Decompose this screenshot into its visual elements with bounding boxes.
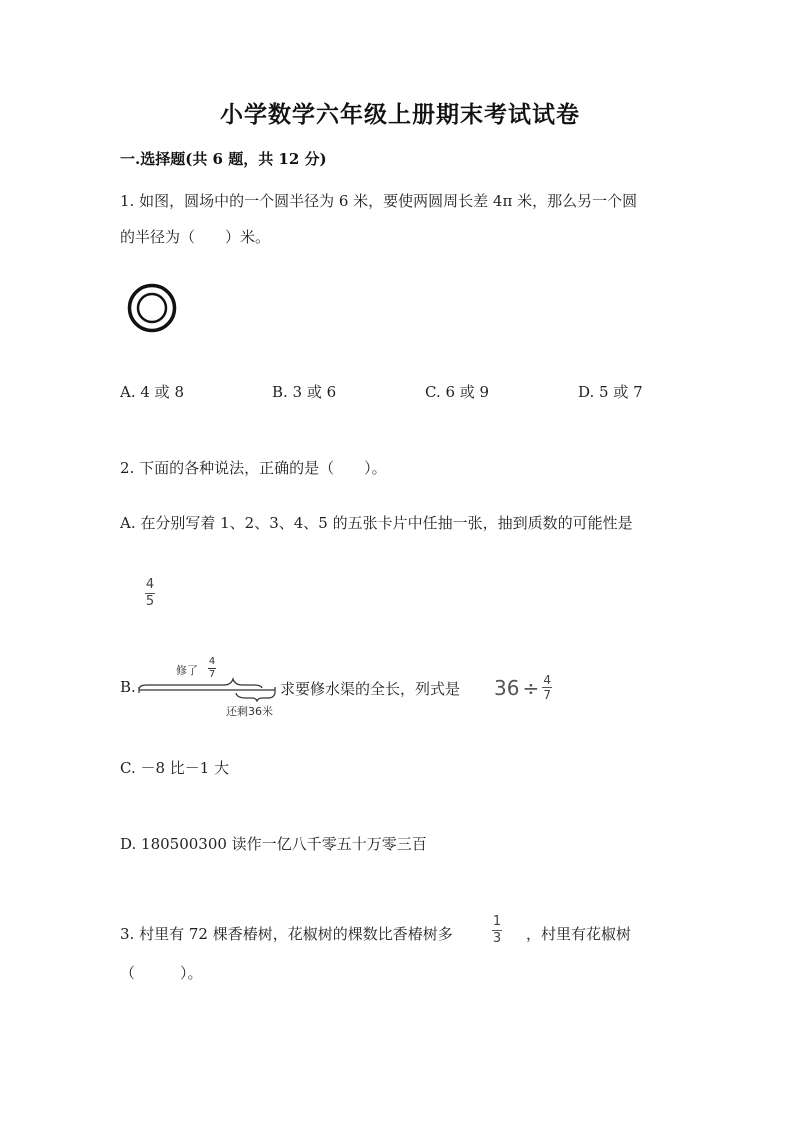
q2-option-b-label: B. <box>120 678 136 696</box>
q1-option-d: D. 5 或 7 <box>578 383 643 401</box>
fraction-numerator: 4 <box>208 656 216 667</box>
section-heading: 一.选择题(共 6 题，共 12 分) <box>120 150 327 168</box>
fraction-numerator: 4 <box>543 673 552 687</box>
q1-option-a: A. 4 或 8 <box>120 383 184 401</box>
fraction-denominator: 7 <box>208 669 216 680</box>
q1-line2: 的半径为（ ）米。 <box>120 228 271 246</box>
q3-fraction <box>492 915 502 946</box>
fraction-denominator: 5 <box>145 594 155 609</box>
q3-line2: （ ）。 <box>120 964 203 982</box>
q2-option-a-text: A. 在分别写着 1、2、3、4、5 的五张卡片中任抽一张，抽到质数的可能性是 <box>120 514 633 532</box>
q2-stem: 2. 下面的各种说法，正确的是（ ）。 <box>120 459 387 477</box>
q1-line1: 1. 如图，圆场中的一个圆半径为 6 米，要使两圆周长差 4π 米，那么另一个圆 <box>120 192 638 210</box>
expression-operator: ÷ <box>522 675 540 700</box>
q2-option-b-text: 求要修水渠的全长，列式是 <box>280 680 461 698</box>
q1-option-c: C. 6 或 9 <box>425 383 490 401</box>
q1-option-b: B. 3 或 6 <box>272 383 337 401</box>
fraction-denominator: 7 <box>543 688 552 702</box>
q2-option-b-expression <box>494 674 552 701</box>
diagram-top-label: 修了 <box>176 664 198 677</box>
concentric-circles-figure <box>126 282 178 334</box>
q3-line1-end: ，村里有花椒树 <box>526 925 632 943</box>
fraction-numerator: 1 <box>492 914 502 929</box>
page-title: 小学数学六年级上册期末考试试卷 <box>220 101 580 128</box>
canal-diagram <box>136 676 278 702</box>
fraction-numerator: 4 <box>145 577 155 592</box>
expression-whole: 36 <box>494 675 520 700</box>
q2-option-c: C. －8 比－1 大 <box>120 759 230 777</box>
q3-line1-start: 3. 村里有 72 棵香椿树，花椒树的棵数比香椿树多 <box>120 925 453 943</box>
q2-option-a-fraction <box>145 578 155 609</box>
diagram-bottom-label: 还剩36米 <box>226 705 273 718</box>
q2-option-d: D. 180500300 读作一亿八千零五十万零三百 <box>120 835 427 853</box>
expression-fraction <box>542 674 552 701</box>
fraction-denominator: 3 <box>492 931 502 946</box>
